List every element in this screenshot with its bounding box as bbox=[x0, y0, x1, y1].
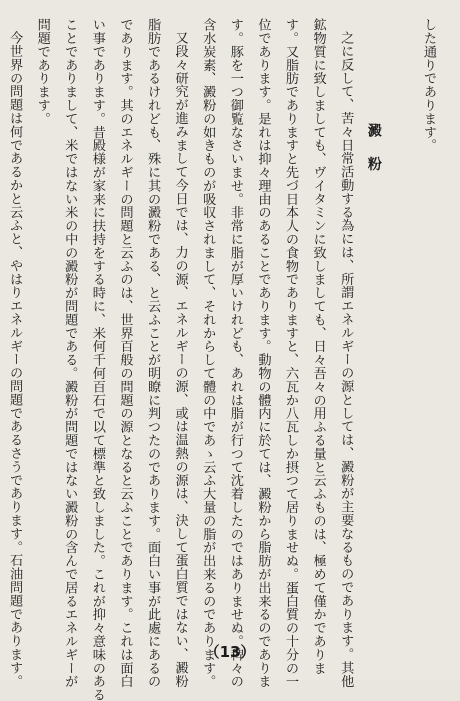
text-line: 鉱物質に致しましても、ヴイタミンに致しましても、日々吾々の用ふる量と云ふものは、極めて僅かでありま bbox=[310, 18, 326, 675]
text-line: ことでありまして、米ではない米の中の澱粉が問題である。澱粉が問題ではない澱粉の含んで居るエネルギーが bbox=[62, 18, 78, 688]
text-line: 今世界の問題は何であるかと云ふと、やはりエネルギーの問題であるさうであります。石油問題であります。 bbox=[7, 31, 23, 688]
page-number: （13） bbox=[204, 643, 256, 661]
blank-line bbox=[387, 18, 415, 614]
text-line: 脂肪であるけれども、殊に其の澱粉である、と云ふことが明瞭に判つたのであります。面白い事が此處にあるの bbox=[145, 18, 161, 688]
text-line: す。豚を一つ御覧なさいませ。非常に脂が厚いけれども、あれは脂が行つて沈着したのではありませぬ。稗々の bbox=[227, 18, 243, 688]
text-line: い事であります。昔殿様が家来に扶持をする時に、米何千何百石で以て標準と致しました。これが抑々意味のある bbox=[89, 18, 105, 701]
section-heading: 澱粉 bbox=[365, 123, 382, 191]
text-line: 含水炭素、澱粉の如きものが吸収されまして、それからして體の中であゝ云ふ大量の脂が出来るのであります。 bbox=[200, 18, 216, 688]
text-line: 位であります。是れは抑々理由のあることであります。動物の體内に於ては、澱粉から脂肪が出来るのでありま bbox=[255, 18, 271, 688]
text-line: した通りであります。 bbox=[421, 18, 436, 152]
text-line: であります。其のエネルギーの問題と云ふのは、世界百般の問題の源となると云ふことであります。これは面白 bbox=[117, 18, 133, 688]
text-line: 之に反して、苦々日常活動する為には、所謂エネルギーの源としては、澱粉が主要なるものであります。其他 bbox=[338, 31, 354, 688]
text-line: 又段々研究が進みまして今日では、力の源、エネルギーの源、或は温熱の源は、決して蛋白質ではない、澱粉 bbox=[172, 31, 188, 688]
text-line: す。又脂肪でありますと先づ日本人の食物でありますと、六瓦か八瓦しか摂つて居りませぬ。蛋白質の十分の一 bbox=[283, 18, 299, 688]
text-line: 問題であります。 bbox=[34, 18, 50, 126]
